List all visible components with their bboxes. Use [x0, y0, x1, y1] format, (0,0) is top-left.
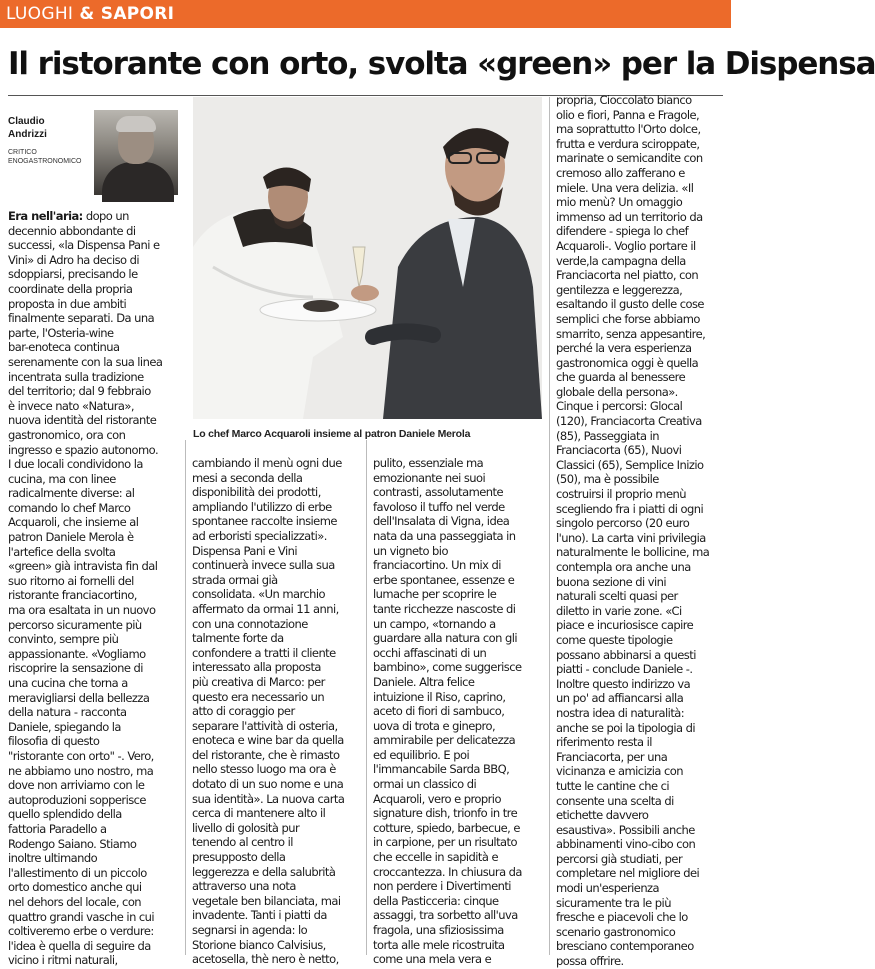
text-line: percorso sicuramente più	[8, 617, 142, 632]
text-line: diletto in varie zone. «Ci	[556, 603, 682, 618]
text-line: talmente forte da	[192, 631, 284, 646]
text-line: più creativa di Marco: per	[192, 674, 325, 689]
text-line: l'allestimento di un piccolo	[8, 865, 147, 880]
text-line: propria, Cioccolato bianco	[556, 93, 692, 107]
text-line: un campo, «tornando a	[373, 616, 496, 631]
text-line: acetosella, thè nero è netto,	[192, 952, 339, 967]
text-line: vegetale ben bilanciata, mai	[192, 893, 341, 908]
text-line: cucina, ma con linee	[8, 471, 116, 486]
text-line: incentrata sulla tradizione	[8, 369, 144, 384]
text-line: nata da una passeggiata in	[373, 528, 516, 543]
text-line: contrasti, assolutamente	[373, 485, 503, 500]
text-line: Franciacorta (65), Nuovi	[556, 443, 682, 458]
text-line: confondere a tratti il cliente	[192, 645, 336, 660]
author-last-name: Andrizzi	[8, 129, 47, 140]
text-line: attraverso una nota	[192, 879, 296, 894]
text-line: è invece nato «Natura»,	[8, 398, 134, 413]
text-line: sdoppiarsi, precisando le	[8, 267, 138, 282]
text-line: occhi affascinati di un	[373, 645, 487, 660]
text-line: ad erboristi specializzati».	[192, 528, 327, 543]
text-line: nel dehors del locale, con	[8, 894, 142, 909]
text-line: una cucina che torna a	[8, 676, 128, 690]
text-line: fattoria Paradello a	[8, 821, 107, 836]
text-line: bar-enoteca continua	[8, 340, 120, 355]
text-line: in carpione, per un risultato	[373, 835, 517, 850]
text-line: affermato da ormai 11 anni,	[192, 601, 339, 616]
text-line: comando lo chef Marco	[8, 500, 131, 515]
text-line: riferimento resta il	[556, 735, 652, 750]
text-line: della Pasticceria: cinque	[373, 893, 499, 908]
text-line: non perdere i Divertimenti	[373, 879, 511, 894]
text-line: modi un'esperienza	[556, 881, 660, 896]
text-line: come queste tipologie	[556, 632, 673, 647]
text-line: dell'Insalata di Vigna, idea	[373, 514, 510, 529]
text-line: guardare alla natura con gli	[373, 631, 518, 646]
section-label-left: LUOGHI	[6, 4, 74, 24]
text-line: piatti - conclude Daniele -.	[556, 662, 693, 677]
text-line: croccantezza. In chiusura da	[373, 864, 522, 879]
text-line: ristorante franciacortino,	[8, 588, 137, 603]
text-line: l'artefice della svolta	[8, 544, 116, 559]
text-line: fresche e piacevoli che lo	[556, 910, 688, 925]
text-line: meravigliarsi della bellezza	[8, 690, 150, 705]
text-line: nuova identità del ristorante	[8, 413, 157, 428]
text-line: orto domestico anche qui	[8, 880, 142, 895]
text-line: con una connotazione	[192, 616, 308, 631]
text-line: autoproduzioni sopperisce	[8, 792, 146, 807]
text-line: proposta in due ambiti	[8, 296, 127, 311]
text-line: olio e fiori, Panna e Fragole,	[556, 107, 700, 122]
text-line: coltiveremo erbe o verdure:	[8, 924, 154, 939]
text-line: nostra idea di naturalità:	[556, 705, 685, 720]
text-line: Daniele, spiegando la	[8, 719, 121, 734]
text-line: aceto di fiori di sambuco,	[373, 704, 505, 719]
text-line: Storione bianco Calvisius,	[192, 937, 326, 952]
text-line: riscoprire la sensazione di	[8, 661, 143, 676]
text-line: parte, l'Osteria-wine	[8, 325, 114, 340]
text-line: atto di coraggio per	[192, 704, 295, 719]
text-line: radicalmente diverse: al	[8, 486, 135, 501]
text-line: completare nel migliore dei	[556, 866, 700, 881]
text-line: contempla ora anche una	[556, 560, 691, 574]
text-line: enoteca e wine bar da quella	[192, 733, 344, 748]
text-line: percorsi già studiati, per	[556, 851, 683, 866]
text-line: tenendo al centro il	[192, 835, 293, 850]
text-line: bresciano contemporaneo	[556, 939, 694, 954]
text-line: Acquaroli-. Voglio portare il	[556, 238, 696, 253]
text-line: nello stesso luogo ma ora è	[192, 762, 336, 777]
text-line: cremoso allo zafferano e	[556, 165, 685, 180]
text-line: esaustiva». Possibili anche	[556, 822, 695, 837]
text-line: (50), ma è possibile	[556, 472, 659, 487]
text-line: leggerezza e della salubrità	[192, 864, 336, 879]
text-line: tutte le cantine che ci	[556, 778, 670, 793]
text-line: esaltando il gusto delle cose	[556, 297, 704, 312]
text-line: lumache per scoprire le	[373, 587, 497, 602]
text-line: possa offrire.	[556, 954, 624, 969]
text-line: I due locali condividono la	[8, 457, 143, 472]
text-line: miele. Una vera delizia. «Il	[556, 180, 694, 195]
text-line: spontanee raccolte insieme	[192, 514, 337, 529]
text-line: dotato di un suo nome e una	[192, 777, 344, 792]
text-line: del territorio; dal 9 febbraio	[8, 384, 151, 399]
text-line: sicuramente tra le più	[556, 895, 671, 910]
text-line	[8, 209, 184, 224]
author-role-line-2: ENOGASTRONOMICO	[8, 158, 82, 165]
text-line: come una mela vera e	[373, 952, 492, 967]
text-line: intuizione il Riso, caprino,	[373, 689, 506, 704]
text-line: presupposto della	[192, 850, 286, 865]
text-line: ed equilibrio. E poi	[373, 747, 470, 762]
text-line: vicinanza e amicizia con	[556, 764, 683, 779]
text-line: verde,la campagna della	[556, 253, 686, 268]
text-line: buona sezione di vini	[556, 574, 667, 589]
text-line: ma soprattutto l'Orto dolce,	[556, 122, 701, 137]
column-divider-1	[185, 440, 186, 955]
text-line: ne abbiamo uno nostro, ma	[8, 763, 154, 778]
column-divider-2	[366, 440, 367, 955]
text-line: segnarsi in agenda: lo	[192, 923, 308, 937]
author-first-name: Claudio	[8, 116, 45, 127]
text-line: suo ritorno ai fornelli del	[8, 573, 134, 588]
text-line: che guarda al benessere	[556, 370, 686, 385]
text-line: finalmente separati. Da una	[8, 311, 155, 326]
article-headline: Il ristorante con orto, svolta «green» per la Dispensa	[8, 46, 875, 82]
text-line: un po' ad affiancarsi alla	[556, 691, 684, 706]
text-line: gastronomica oggi è quella	[556, 355, 699, 370]
photo-caption: Lo chef Marco Acquaroli insieme al patron Daniele Merola	[193, 428, 471, 440]
text-line: ammirabile per delicatezza	[373, 733, 516, 748]
text-line: fragola, una sfiziosissima	[373, 923, 504, 937]
text-line: livello di golosità pur	[192, 820, 300, 835]
text-line: coordinate della propria	[8, 281, 133, 296]
text-line: naturalmente le bollicine, ma	[556, 545, 710, 560]
article-photo	[193, 97, 542, 419]
text-line: bambino», come suggerisce	[373, 660, 522, 675]
text-line: perché la vera esperienza	[556, 341, 692, 356]
text-line: «green» già intravista fin dal	[8, 559, 158, 574]
text-line: invadente. Tanti i piatti da	[192, 908, 327, 923]
text-line: singolo percorso (20 euro	[556, 516, 690, 531]
text-line: filosofia di questo	[8, 734, 100, 749]
text-line: vicino i ritmi naturali,	[8, 953, 118, 968]
author-role-line-1: CRITICO	[8, 149, 37, 156]
text-line: (85), Passeggiata in	[556, 428, 659, 443]
text-line: semplici che forse abbiamo	[556, 311, 700, 326]
text-line: scenario gastronomico	[556, 924, 676, 939]
text-line: che eccelle in sapidità e	[373, 850, 498, 865]
text-line: tante ricchezze nascoste di	[373, 601, 516, 616]
text-line: dove non arriviamo con le	[8, 778, 145, 793]
text-line: "ristorante con orto" -. Vero,	[8, 748, 154, 763]
text-line: erbe spontanee, essenze e	[373, 572, 515, 587]
text-line: globale della persona».	[556, 384, 678, 399]
text-line: piace e incuriosisce capire	[556, 618, 694, 633]
author-photo	[94, 110, 178, 195]
text-line: cambiando il menù ogni due	[192, 456, 342, 470]
text-line: successi, «la Dispensa Pani e	[8, 238, 160, 253]
text-line: uova di trota e ginepro,	[373, 718, 496, 733]
text-line: torta alle mele ricostruita	[373, 937, 505, 952]
text-line: costruirsi il proprio menù	[556, 487, 686, 502]
text-line: sua identità». La nuova carta	[192, 791, 345, 806]
text-line: ma ora esaltata in un nuovo	[8, 603, 156, 618]
section-label-amp: &	[73, 4, 101, 24]
article-column-2	[192, 456, 364, 967]
author-role	[8, 148, 90, 166]
text-line: l'idea è quella di seguire da	[8, 938, 151, 953]
text-line: ingresso e spazio autonomo.	[8, 442, 159, 457]
text-line: gentilezza e leggerezza,	[556, 282, 683, 297]
author-name	[8, 115, 88, 141]
text-line: l'immancabile Sarda BBQ,	[373, 762, 510, 777]
text-line: Franciacorta nel piatto, con	[556, 268, 699, 283]
text-line: difendere - spiega lo chef	[556, 224, 689, 239]
author-box	[8, 110, 183, 200]
text-line: un vigneto bio	[373, 543, 448, 558]
text-line: Vini» di Adro ha deciso di	[8, 252, 140, 267]
text-line: strada ormai già	[192, 572, 278, 587]
text-line: della natura - racconta	[8, 705, 127, 720]
text-line: serenamente con la sua linea	[8, 354, 163, 369]
text-line: mio menù? Un omaggio	[556, 195, 683, 210]
text-line: smarrito, senza appesantire,	[556, 326, 706, 341]
text-line: gastronomico, ora con	[8, 427, 126, 442]
text-line: marinate o semicandite con	[556, 151, 703, 166]
text-line: naturali scelti quasi per	[556, 589, 678, 604]
text-line: Cinque i percorsi: Glocal	[556, 399, 683, 414]
text-line: consente una scelta di	[556, 793, 674, 808]
text-line: Franciacorta, per una	[556, 749, 668, 764]
text-line: decennio abbondante di	[8, 223, 136, 238]
text-line: signature dish, trionfo in tre	[373, 806, 518, 821]
text-line: consolidata. «Un marchio	[192, 587, 326, 602]
text-line: interessato alla proposta	[192, 660, 321, 675]
text-line: scegliendo fra i piatti di ogni	[556, 501, 704, 516]
text-line: patron Daniele Merola è	[8, 530, 134, 545]
text-line: appassionante. «Vogliamo	[8, 646, 146, 661]
text-line: disponibilità dei prodotti,	[192, 485, 321, 500]
text-line: pulito, essenziale ma	[373, 456, 484, 470]
section-label	[6, 2, 174, 26]
text-line: anche se poi la tipologia di	[556, 720, 696, 735]
article-column-4	[556, 93, 728, 969]
text-line: Daniele. Altra felice	[373, 674, 475, 689]
text-line: ormai un classico di	[373, 777, 477, 792]
text-line: Dispensa Pani e Vini	[192, 543, 298, 558]
text-line: franciacortino. Un mix di	[373, 558, 501, 573]
text-line: quello splendido della	[8, 807, 122, 822]
text-line: favoloso il tuffo nel verde	[373, 499, 505, 514]
text-line: quattro grandi vasche in cui	[8, 909, 155, 924]
text-line: ampliando l'utilizzo di erbe	[192, 499, 332, 514]
section-header-bar	[0, 0, 731, 28]
article-column-1	[8, 209, 184, 968]
text-line: immenso ad un territorio da	[556, 209, 703, 224]
text-line: Acquaroli, che insieme al	[8, 515, 139, 530]
text-line: etichette davvero	[556, 808, 649, 823]
text-line: Inoltre questo indirizzo va	[556, 676, 691, 691]
text-line: separare l'attività di osteria,	[192, 718, 338, 733]
text-line: possano abbinarsi a questi	[556, 647, 696, 662]
text-line: Classici (65), Semplice Inizio	[556, 457, 704, 472]
text-line-rest: dopo un	[82, 209, 129, 223]
text-line: l'uno). La carta vini privilegia	[556, 530, 706, 545]
text-line: cotture, spiedo, barbecue, e	[373, 820, 520, 835]
text-line: continuerà invece sulla sua	[192, 558, 335, 573]
text-line: emozionante nei suoi	[373, 470, 486, 485]
section-label-right: SAPORI	[100, 4, 175, 24]
text-line: abbinamenti vino-cibo con	[556, 837, 696, 852]
text-line: questo era necessario un	[192, 689, 325, 704]
text-line: frutta e verdura sciroppate,	[556, 136, 700, 151]
column-divider-3	[549, 97, 550, 955]
text-line: Acquaroli, vero e proprio	[373, 791, 501, 806]
text-line: inoltre ultimando	[8, 851, 98, 866]
text-line: del ristorante, che è rimasto	[192, 747, 340, 762]
lead-in: Era nell'aria:	[8, 209, 83, 223]
text-line: (120), Franciacorta Creativa	[556, 414, 702, 429]
text-line: assaggi, tra sorbetto all'uva	[373, 908, 518, 923]
text-line: cerca di mantenere alto il	[192, 806, 326, 821]
text-line: mesi a seconda della	[192, 470, 303, 485]
text-line: Rodengo Saiano. Stiamo	[8, 836, 137, 851]
article-column-3	[373, 456, 547, 967]
text-line: convinto, sempre più	[8, 632, 119, 647]
